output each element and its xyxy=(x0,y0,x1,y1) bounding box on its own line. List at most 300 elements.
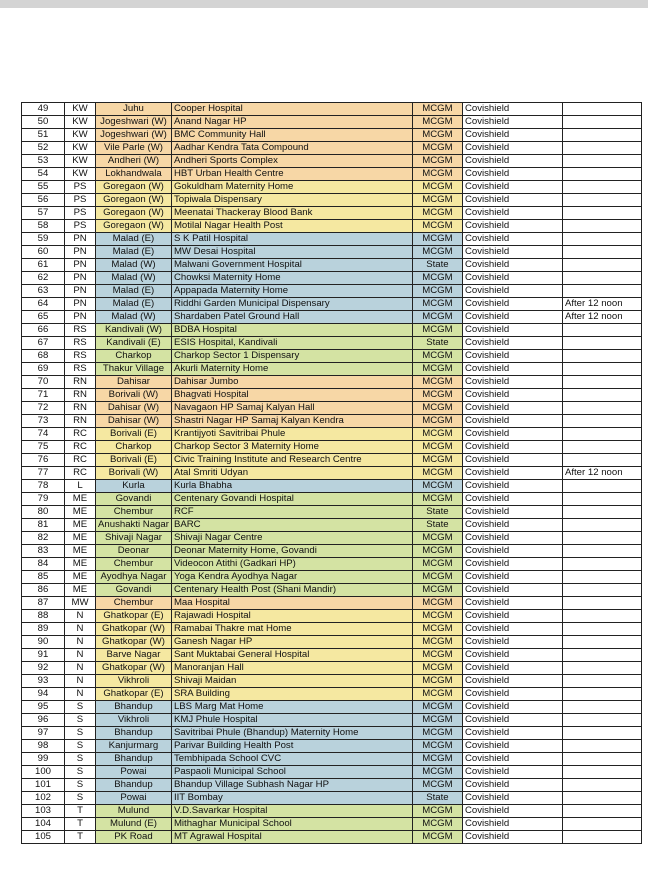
cell-note xyxy=(562,688,641,701)
cell-centre-name: S K Patil Hospital xyxy=(171,233,412,246)
cell-authority: MCGM xyxy=(412,610,462,623)
cell-locality: Goregaon (W) xyxy=(96,220,172,233)
cell-ward: N xyxy=(65,623,96,636)
cell-note xyxy=(562,623,641,636)
cell-centre-name: Centenary Govandi Hospital xyxy=(171,493,412,506)
table-row xyxy=(22,233,642,246)
table-row xyxy=(22,571,642,584)
cell-centre-name: Paspaoli Municipal School xyxy=(171,766,412,779)
cell-vaccine: Covishield xyxy=(462,805,562,818)
cell-note xyxy=(562,480,641,493)
cell-locality: Bhandup xyxy=(96,727,172,740)
cell-serial-no: 78 xyxy=(22,480,65,493)
cell-authority: MCGM xyxy=(412,597,462,610)
cell-locality: Shivaji Nagar xyxy=(96,532,172,545)
cell-authority: MCGM xyxy=(412,714,462,727)
cell-ward: ME xyxy=(65,571,96,584)
cell-centre-name: Civic Training Institute and Research Centre xyxy=(171,454,412,467)
cell-locality: Goregaon (W) xyxy=(96,181,172,194)
cell-ward: PN xyxy=(65,259,96,272)
table-row xyxy=(22,805,642,818)
cell-serial-no: 85 xyxy=(22,571,65,584)
cell-authority: MCGM xyxy=(412,233,462,246)
cell-serial-no: 87 xyxy=(22,597,65,610)
cell-authority: MCGM xyxy=(412,584,462,597)
cell-ward: RN xyxy=(65,402,96,415)
cell-authority: MCGM xyxy=(412,285,462,298)
cell-vaccine: Covishield xyxy=(462,454,562,467)
cell-centre-name: Motilal Nagar Health Post xyxy=(171,220,412,233)
cell-locality: Charkop xyxy=(96,350,172,363)
cell-centre-name: MT Agrawal Hospital xyxy=(171,831,412,844)
cell-vaccine: Covishield xyxy=(462,649,562,662)
cell-vaccine: Covishield xyxy=(462,766,562,779)
cell-serial-no: 96 xyxy=(22,714,65,727)
cell-note xyxy=(562,649,641,662)
cell-authority: MCGM xyxy=(412,636,462,649)
cell-serial-no: 95 xyxy=(22,701,65,714)
table-row xyxy=(22,662,642,675)
cell-centre-name: Savitribai Phule (Bhandup) Maternity Home xyxy=(171,727,412,740)
cell-note xyxy=(562,350,641,363)
cell-authority: MCGM xyxy=(412,467,462,480)
cell-ward: S xyxy=(65,740,96,753)
cell-centre-name: BDBA Hospital xyxy=(171,324,412,337)
cell-serial-no: 97 xyxy=(22,727,65,740)
cell-note xyxy=(562,714,641,727)
cell-vaccine: Covishield xyxy=(462,779,562,792)
table-row xyxy=(22,142,642,155)
cell-serial-no: 56 xyxy=(22,194,65,207)
table-row xyxy=(22,701,642,714)
cell-serial-no: 70 xyxy=(22,376,65,389)
table-row xyxy=(22,623,642,636)
cell-serial-no: 73 xyxy=(22,415,65,428)
cell-locality: Dahisar (W) xyxy=(96,415,172,428)
cell-centre-name: Charkop Sector 3 Maternity Home xyxy=(171,441,412,454)
cell-locality: Deonar xyxy=(96,545,172,558)
cell-ward: RS xyxy=(65,363,96,376)
cell-ward: N xyxy=(65,636,96,649)
table-row xyxy=(22,818,642,831)
cell-serial-no: 76 xyxy=(22,454,65,467)
cell-vaccine: Covishield xyxy=(462,324,562,337)
cell-authority: MCGM xyxy=(412,493,462,506)
cell-authority: MCGM xyxy=(412,116,462,129)
table-row xyxy=(22,103,642,116)
cell-authority: MCGM xyxy=(412,363,462,376)
cell-serial-no: 88 xyxy=(22,610,65,623)
cell-vaccine: Covishield xyxy=(462,532,562,545)
cell-locality: Anushakti Nagar xyxy=(96,519,172,532)
cell-serial-no: 80 xyxy=(22,506,65,519)
cell-locality: Vile Parle (W) xyxy=(96,142,172,155)
cell-serial-no: 72 xyxy=(22,402,65,415)
cell-centre-name: Tembhipada School CVC xyxy=(171,753,412,766)
cell-locality: Malad (W) xyxy=(96,311,172,324)
cell-serial-no: 101 xyxy=(22,779,65,792)
cell-authority: MCGM xyxy=(412,545,462,558)
cell-vaccine: Covishield xyxy=(462,168,562,181)
cell-ward: KW xyxy=(65,116,96,129)
table-row xyxy=(22,610,642,623)
cell-authority: State xyxy=(412,259,462,272)
cell-vaccine: Covishield xyxy=(462,298,562,311)
cell-authority: MCGM xyxy=(412,831,462,844)
cell-vaccine: Covishield xyxy=(462,233,562,246)
cell-serial-no: 54 xyxy=(22,168,65,181)
cell-note xyxy=(562,324,641,337)
cell-note xyxy=(562,142,641,155)
cell-centre-name: BARC xyxy=(171,519,412,532)
cell-centre-name: Navagaon HP Samaj Kalyan Hall xyxy=(171,402,412,415)
table-row xyxy=(22,350,642,363)
cell-vaccine: Covishield xyxy=(462,597,562,610)
cell-locality: Govandi xyxy=(96,493,172,506)
cell-note xyxy=(562,207,641,220)
cell-ward: N xyxy=(65,649,96,662)
cell-serial-no: 77 xyxy=(22,467,65,480)
cell-note xyxy=(562,285,641,298)
cell-authority: MCGM xyxy=(412,207,462,220)
cell-ward: PN xyxy=(65,298,96,311)
table-row xyxy=(22,428,642,441)
cell-authority: MCGM xyxy=(412,441,462,454)
table-row xyxy=(22,155,642,168)
cell-vaccine: Covishield xyxy=(462,753,562,766)
cell-centre-name: Kurla Bhabha xyxy=(171,480,412,493)
cell-authority: MCGM xyxy=(412,818,462,831)
cell-vaccine: Covishield xyxy=(462,376,562,389)
cell-authority: MCGM xyxy=(412,662,462,675)
cell-serial-no: 68 xyxy=(22,350,65,363)
cell-locality: Kandivali (E) xyxy=(96,337,172,350)
cell-note xyxy=(562,103,641,116)
cell-ward: MW xyxy=(65,597,96,610)
table-row xyxy=(22,532,642,545)
table-row xyxy=(22,285,642,298)
cell-ward: RS xyxy=(65,350,96,363)
cell-authority: MCGM xyxy=(412,376,462,389)
cell-locality: Dahisar (W) xyxy=(96,402,172,415)
cell-ward: ME xyxy=(65,558,96,571)
cell-authority: State xyxy=(412,506,462,519)
table-row xyxy=(22,454,642,467)
cell-authority: MCGM xyxy=(412,675,462,688)
cell-note xyxy=(562,610,641,623)
cell-centre-name: KMJ Phule Hospital xyxy=(171,714,412,727)
table-row xyxy=(22,168,642,181)
cell-note xyxy=(562,259,641,272)
table-row xyxy=(22,545,642,558)
cell-locality: Ghatkopar (W) xyxy=(96,662,172,675)
cell-vaccine: Covishield xyxy=(462,636,562,649)
cell-serial-no: 67 xyxy=(22,337,65,350)
cell-note xyxy=(562,701,641,714)
cell-centre-name: SRA Building xyxy=(171,688,412,701)
table-row xyxy=(22,792,642,805)
cell-vaccine: Covishield xyxy=(462,545,562,558)
cell-vaccine: Covishield xyxy=(462,246,562,259)
cell-centre-name: Atal Smriti Udyan xyxy=(171,467,412,480)
cell-vaccine: Covishield xyxy=(462,740,562,753)
cell-authority: State xyxy=(412,519,462,532)
cell-centre-name: V.D.Savarkar Hospital xyxy=(171,805,412,818)
cell-authority: MCGM xyxy=(412,480,462,493)
cell-serial-no: 81 xyxy=(22,519,65,532)
cell-ward: RN xyxy=(65,415,96,428)
cell-authority: MCGM xyxy=(412,402,462,415)
cell-ward: ME xyxy=(65,506,96,519)
table-row xyxy=(22,324,642,337)
cell-ward: ME xyxy=(65,545,96,558)
cell-centre-name: Chowksi Maternity Home xyxy=(171,272,412,285)
cell-authority: MCGM xyxy=(412,688,462,701)
cell-centre-name: Gokuldham Maternity Home xyxy=(171,181,412,194)
cell-note xyxy=(562,584,641,597)
cell-ward: PS xyxy=(65,181,96,194)
cell-ward: RS xyxy=(65,337,96,350)
table-row xyxy=(22,402,642,415)
cell-authority: State xyxy=(412,792,462,805)
cell-authority: MCGM xyxy=(412,194,462,207)
cell-serial-no: 52 xyxy=(22,142,65,155)
cell-centre-name: Ramabai Thakre mat Home xyxy=(171,623,412,636)
cell-centre-name: Centenary Health Post (Shani Mandir) xyxy=(171,584,412,597)
cell-serial-no: 69 xyxy=(22,363,65,376)
cell-ward: L xyxy=(65,480,96,493)
cell-serial-no: 104 xyxy=(22,818,65,831)
cell-vaccine: Covishield xyxy=(462,363,562,376)
cell-ward: S xyxy=(65,766,96,779)
cell-centre-name: Videocon Atithi (Gadkari HP) xyxy=(171,558,412,571)
table-row xyxy=(22,376,642,389)
cell-serial-no: 93 xyxy=(22,675,65,688)
cell-serial-no: 57 xyxy=(22,207,65,220)
cell-locality: Bhandup xyxy=(96,701,172,714)
cell-note xyxy=(562,675,641,688)
cell-note xyxy=(562,363,641,376)
cell-note xyxy=(562,753,641,766)
cell-authority: MCGM xyxy=(412,415,462,428)
cell-ward: T xyxy=(65,805,96,818)
cell-vaccine: Covishield xyxy=(462,402,562,415)
table-row xyxy=(22,467,642,480)
cell-ward: RC xyxy=(65,428,96,441)
cell-locality: Goregaon (W) xyxy=(96,194,172,207)
cell-locality: Andheri (W) xyxy=(96,155,172,168)
cell-locality: Powai xyxy=(96,766,172,779)
table-row xyxy=(22,181,642,194)
cell-locality: Ghatkopar (E) xyxy=(96,610,172,623)
cell-locality: Malad (W) xyxy=(96,272,172,285)
cell-authority: MCGM xyxy=(412,454,462,467)
table-row xyxy=(22,740,642,753)
cell-serial-no: 74 xyxy=(22,428,65,441)
table-row xyxy=(22,779,642,792)
cell-locality: Ghatkopar (E) xyxy=(96,688,172,701)
cell-serial-no: 84 xyxy=(22,558,65,571)
cell-vaccine: Covishield xyxy=(462,207,562,220)
cell-centre-name: ESIS Hospital, Kandivali xyxy=(171,337,412,350)
cell-vaccine: Covishield xyxy=(462,584,562,597)
cell-note xyxy=(562,246,641,259)
cell-vaccine: Covishield xyxy=(462,662,562,675)
cell-serial-no: 49 xyxy=(22,103,65,116)
vaccination-centres-table xyxy=(21,102,642,844)
cell-centre-name: Shivaji Maidan xyxy=(171,675,412,688)
cell-vaccine: Covishield xyxy=(462,155,562,168)
cell-centre-name: Mithaghar Municipal School xyxy=(171,818,412,831)
cell-vaccine: Covishield xyxy=(462,519,562,532)
table-row xyxy=(22,129,642,142)
cell-locality: Jogeshwari (W) xyxy=(96,116,172,129)
table-row xyxy=(22,831,642,844)
cell-note xyxy=(562,376,641,389)
cell-locality: Goregaon (W) xyxy=(96,207,172,220)
table-row xyxy=(22,558,642,571)
cell-centre-name: Dahisar Jumbo xyxy=(171,376,412,389)
cell-serial-no: 65 xyxy=(22,311,65,324)
cell-centre-name: Shivaji Nagar Centre xyxy=(171,532,412,545)
cell-locality: Dahisar xyxy=(96,376,172,389)
cell-locality: Jogeshwari (W) xyxy=(96,129,172,142)
cell-locality: Borivali (W) xyxy=(96,389,172,402)
cell-vaccine: Covishield xyxy=(462,194,562,207)
cell-note xyxy=(562,571,641,584)
cell-ward: RC xyxy=(65,441,96,454)
cell-note xyxy=(562,155,641,168)
cell-locality: Borivali (E) xyxy=(96,428,172,441)
cell-locality: Chembur xyxy=(96,597,172,610)
cell-vaccine: Covishield xyxy=(462,701,562,714)
cell-note xyxy=(562,727,641,740)
cell-vaccine: Covishield xyxy=(462,831,562,844)
cell-locality: Borivali (E) xyxy=(96,454,172,467)
cell-note xyxy=(562,272,641,285)
cell-authority: MCGM xyxy=(412,129,462,142)
cell-note xyxy=(562,558,641,571)
cell-serial-no: 59 xyxy=(22,233,65,246)
table-row xyxy=(22,519,642,532)
top-edge-bar xyxy=(0,0,648,8)
cell-authority: MCGM xyxy=(412,142,462,155)
cell-ward: RC xyxy=(65,454,96,467)
cell-authority: MCGM xyxy=(412,272,462,285)
cell-vaccine: Covishield xyxy=(462,259,562,272)
cell-locality: Mulund (E) xyxy=(96,818,172,831)
cell-serial-no: 51 xyxy=(22,129,65,142)
table-row xyxy=(22,311,642,324)
cell-vaccine: Covishield xyxy=(462,129,562,142)
cell-vaccine: Covishield xyxy=(462,142,562,155)
cell-vaccine: Covishield xyxy=(462,688,562,701)
cell-serial-no: 82 xyxy=(22,532,65,545)
cell-vaccine: Covishield xyxy=(462,467,562,480)
cell-vaccine: Covishield xyxy=(462,610,562,623)
cell-locality: Ayodhya Nagar xyxy=(96,571,172,584)
cell-note xyxy=(562,818,641,831)
cell-serial-no: 60 xyxy=(22,246,65,259)
cell-vaccine: Covishield xyxy=(462,116,562,129)
cell-authority: MCGM xyxy=(412,766,462,779)
cell-locality: Powai xyxy=(96,792,172,805)
cell-ward: KW xyxy=(65,155,96,168)
table-row xyxy=(22,480,642,493)
cell-centre-name: LBS Marg Mat Home xyxy=(171,701,412,714)
table-row xyxy=(22,389,642,402)
table-row xyxy=(22,688,642,701)
cell-note xyxy=(562,168,641,181)
cell-locality: Kandivali (W) xyxy=(96,324,172,337)
cell-serial-no: 89 xyxy=(22,623,65,636)
cell-ward: KW xyxy=(65,168,96,181)
cell-note xyxy=(562,116,641,129)
cell-serial-no: 92 xyxy=(22,662,65,675)
table-row xyxy=(22,753,642,766)
cell-locality: Vikhroli xyxy=(96,675,172,688)
cell-locality: Chembur xyxy=(96,506,172,519)
cell-authority: MCGM xyxy=(412,649,462,662)
table-row xyxy=(22,766,642,779)
cell-vaccine: Covishield xyxy=(462,493,562,506)
cell-vaccine: Covishield xyxy=(462,428,562,441)
cell-authority: MCGM xyxy=(412,558,462,571)
cell-ward: KW xyxy=(65,129,96,142)
cell-locality: Bhandup xyxy=(96,779,172,792)
cell-authority: MCGM xyxy=(412,298,462,311)
cell-authority: MCGM xyxy=(412,155,462,168)
cell-vaccine: Covishield xyxy=(462,818,562,831)
cell-note xyxy=(562,779,641,792)
cell-note xyxy=(562,454,641,467)
cell-centre-name: Shardaben Patel Ground Hall xyxy=(171,311,412,324)
cell-locality: Ghatkopar (W) xyxy=(96,636,172,649)
cell-centre-name: Akurli Maternity Home xyxy=(171,363,412,376)
cell-note xyxy=(562,506,641,519)
cell-ward: RN xyxy=(65,389,96,402)
cell-locality: Kanjurmarg xyxy=(96,740,172,753)
cell-note xyxy=(562,831,641,844)
cell-serial-no: 64 xyxy=(22,298,65,311)
table-row xyxy=(22,493,642,506)
cell-vaccine: Covishield xyxy=(462,571,562,584)
cell-authority: MCGM xyxy=(412,350,462,363)
cell-centre-name: RCF xyxy=(171,506,412,519)
cell-authority: MCGM xyxy=(412,389,462,402)
cell-ward: PN xyxy=(65,272,96,285)
cell-serial-no: 50 xyxy=(22,116,65,129)
cell-centre-name: Aadhar Kendra Tata Compound xyxy=(171,142,412,155)
table-row xyxy=(22,272,642,285)
cell-ward: N xyxy=(65,675,96,688)
cell-centre-name: BMC Community Hall xyxy=(171,129,412,142)
cell-authority: MCGM xyxy=(412,428,462,441)
cell-serial-no: 71 xyxy=(22,389,65,402)
cell-serial-no: 102 xyxy=(22,792,65,805)
cell-ward: T xyxy=(65,831,96,844)
cell-note xyxy=(562,233,641,246)
cell-serial-no: 100 xyxy=(22,766,65,779)
cell-note xyxy=(562,636,641,649)
cell-ward: T xyxy=(65,818,96,831)
cell-note xyxy=(562,597,641,610)
cell-note xyxy=(562,545,641,558)
cell-vaccine: Covishield xyxy=(462,415,562,428)
cell-note xyxy=(562,220,641,233)
cell-centre-name: Shastri Nagar HP Samaj Kalyan Kendra xyxy=(171,415,412,428)
cell-locality: PK Road xyxy=(96,831,172,844)
